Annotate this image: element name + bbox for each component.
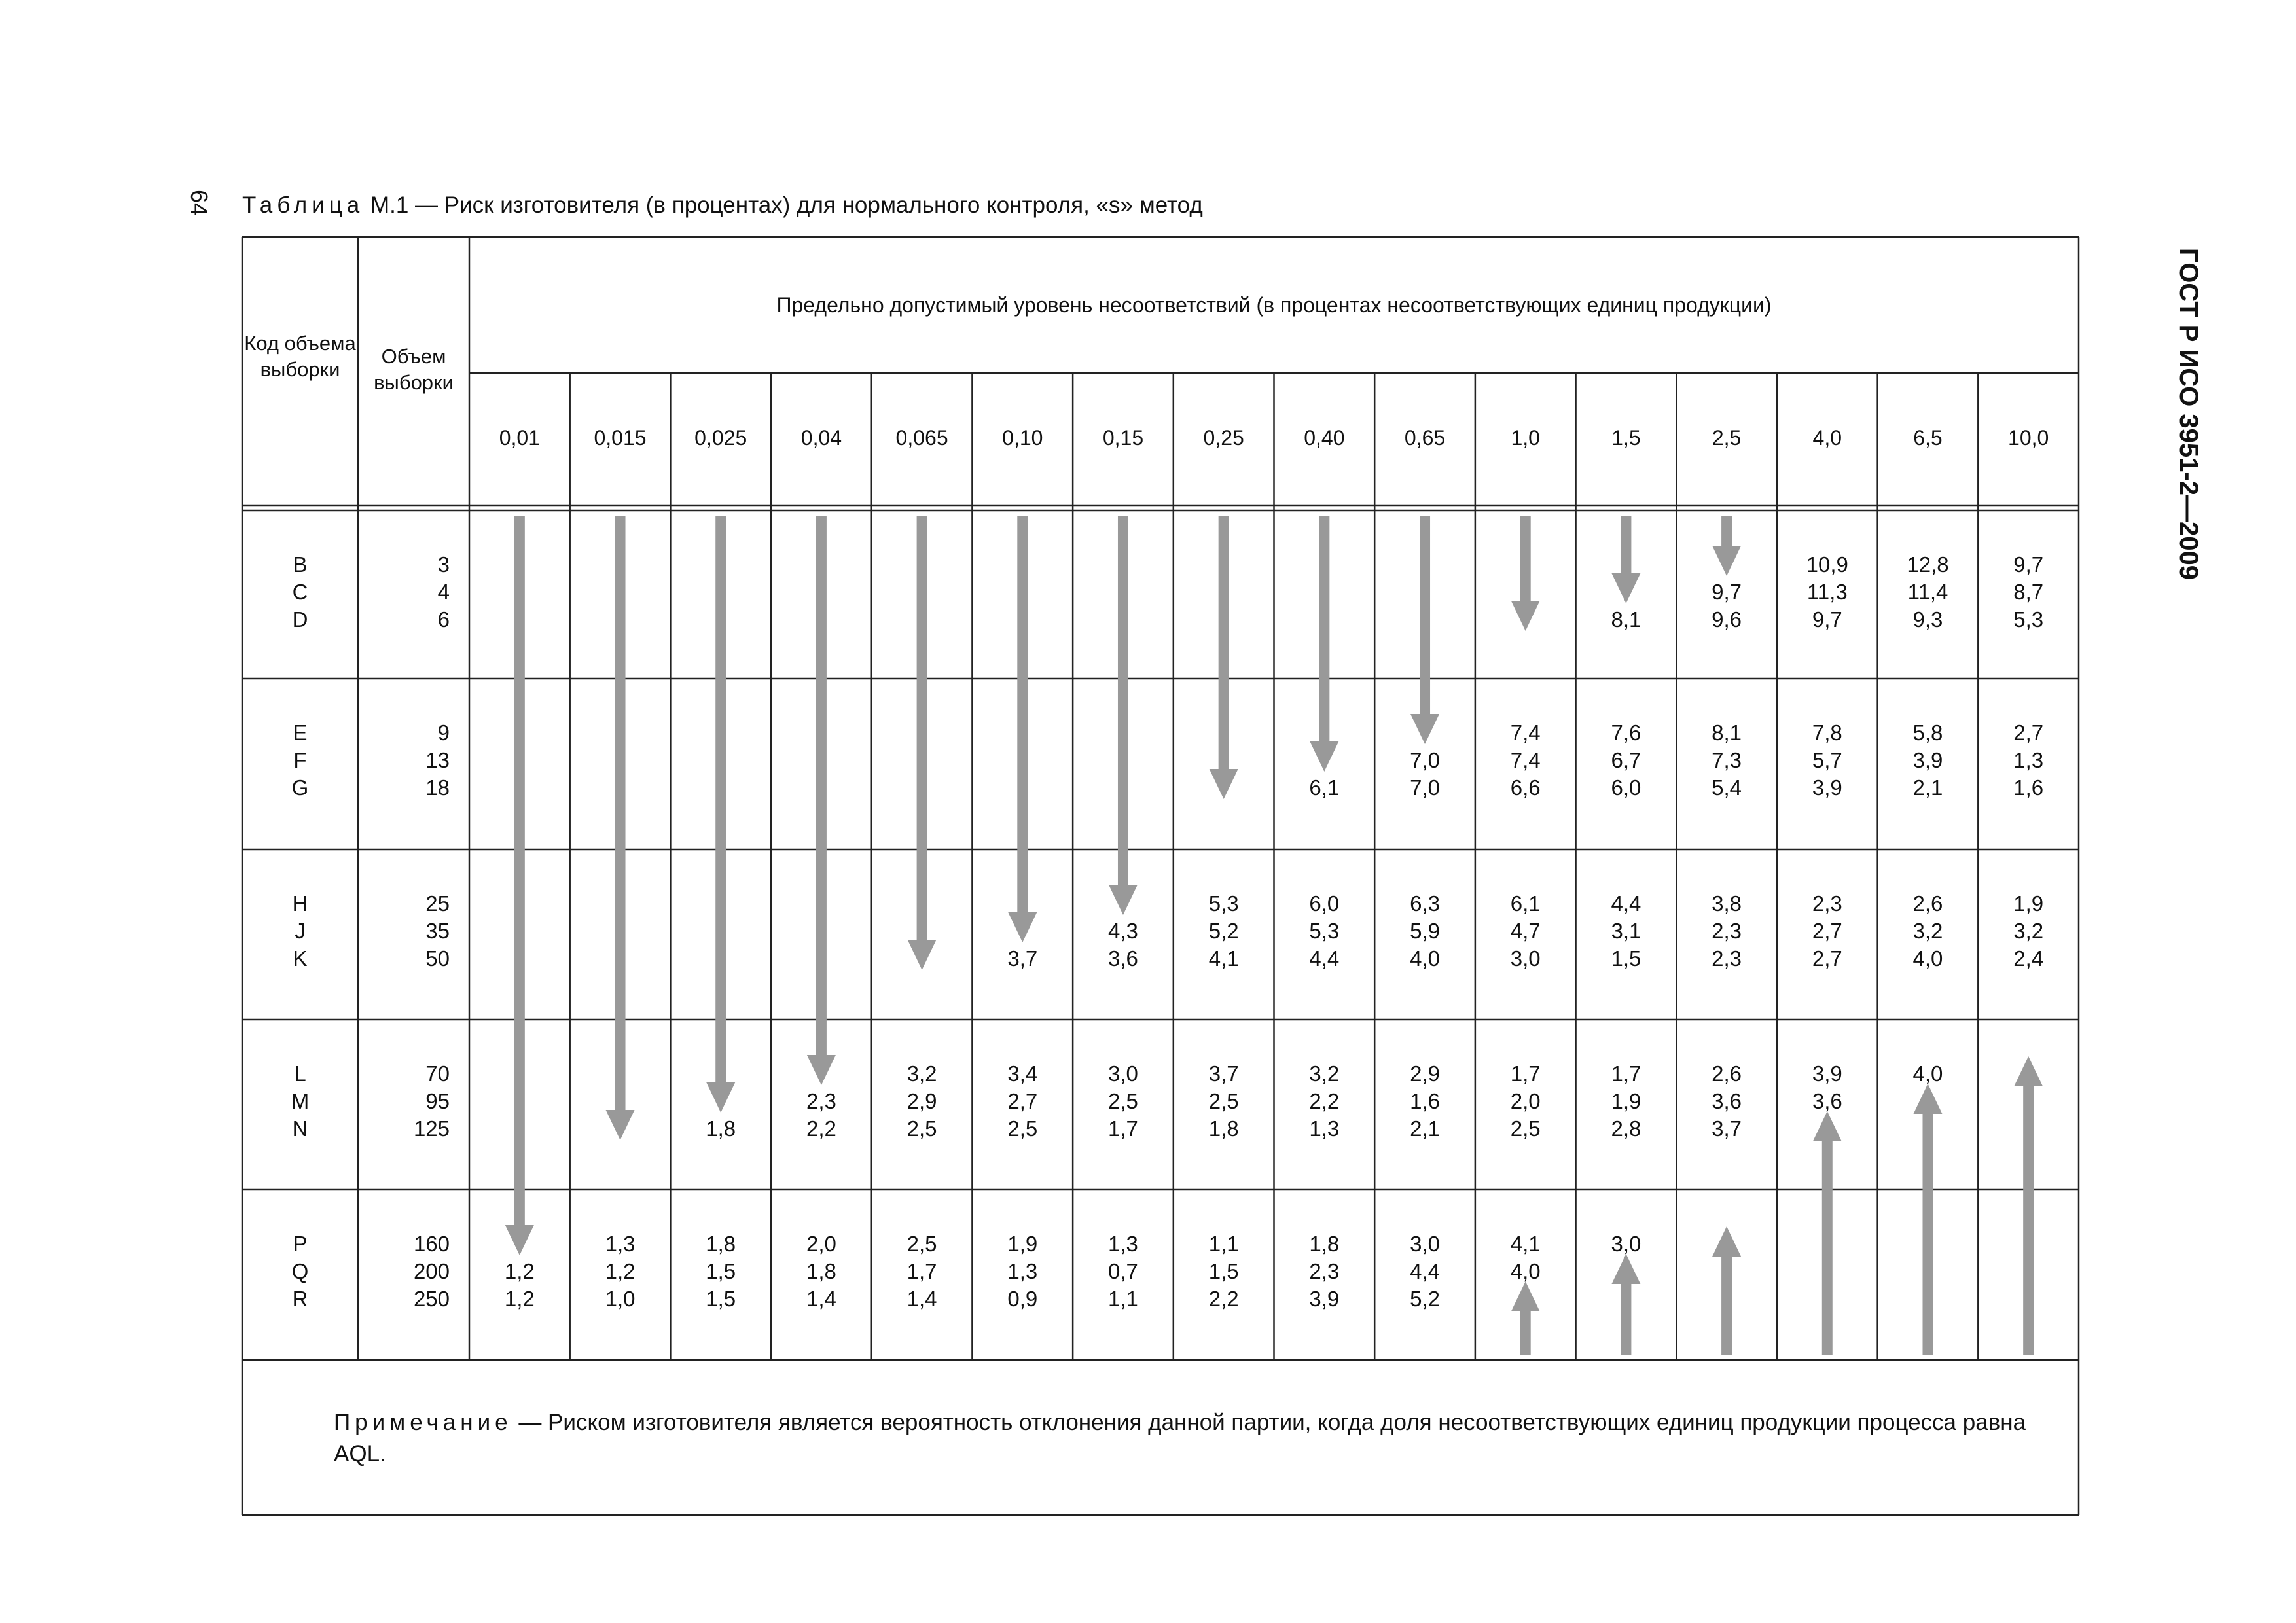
header-aql-0-15: 0,15: [1102, 426, 1144, 450]
row-codes: L M N: [291, 1061, 310, 1141]
table-cell: 5,3 5,2 4,1: [1208, 891, 1239, 971]
arrow-down-icon: [1410, 516, 1439, 744]
table-cell: 2,6 3,6 3,7: [1712, 1061, 1742, 1141]
table-cell: 3,7 2,5 1,8: [1208, 1061, 1239, 1141]
header-aql-0-065: 0,065: [895, 426, 948, 450]
table-cell: 2,5 1,7 1,4: [906, 1232, 937, 1311]
header-aql-0-65: 0,65: [1404, 426, 1446, 450]
table-cell: 2,3 2,2: [806, 1089, 836, 1141]
arrow-down-icon: [908, 516, 937, 970]
header-aql-0-01: 0,01: [499, 426, 540, 450]
table-cell: 2,7 1,3 1,6: [2013, 721, 2044, 800]
header-aql-group: Предельно допустимый уровень несоответствий (в процентах несоответствующих единиц продукции): [776, 293, 1772, 317]
table-caption-text: М.1 — Риск изготовителя (в процентах) для нормального контроля, «s» метод: [370, 192, 1203, 218]
header-aql-0-25: 0,25: [1203, 426, 1244, 450]
arrow-up-icon: [1712, 1226, 1741, 1355]
arrow-down-icon: [1210, 516, 1238, 799]
row-sizes: 9 13 18: [425, 721, 450, 800]
table-cell: 6,1 4,7 3,0: [1510, 891, 1541, 971]
table-cell: 1,3 0,7 1,1: [1108, 1232, 1138, 1311]
table-cell: 3,2 2,2 1,3: [1309, 1061, 1340, 1141]
table-cell: 7,0 7,0: [1410, 748, 1440, 800]
arrow-head: [1511, 601, 1540, 631]
row-codes: E F G: [291, 721, 309, 800]
table-cell: 8,1: [1611, 607, 1641, 632]
table-cell: 3,0: [1611, 1232, 1641, 1256]
row-codes: B C D: [292, 552, 308, 632]
header-aql-10-0: 10,0: [2008, 426, 2049, 450]
table-cell: 12,8 11,4 9,3: [1907, 552, 1949, 632]
arrow-down-icon: [1511, 516, 1540, 631]
arrow-up-icon: [1813, 1111, 1842, 1355]
table-cell: 1,1 1,5 2,2: [1208, 1232, 1239, 1311]
arrow-down-icon: [706, 516, 735, 1113]
table-cell: 1,8 1,5 1,5: [706, 1232, 736, 1311]
table-cell: 4,4 3,1 1,5: [1611, 891, 1641, 971]
table-cell: 4,0: [1912, 1061, 1943, 1086]
table-cell: 6,3 5,9 4,0: [1410, 891, 1440, 971]
table-cell: 3,0 2,5 1,7: [1108, 1061, 1138, 1141]
table-cell: 6,1: [1309, 776, 1340, 800]
table-cell: 1,7 2,0 2,5: [1510, 1061, 1541, 1141]
table-cell: 1,3 1,2 1,0: [605, 1232, 636, 1311]
arrow-down-icon: [1008, 516, 1037, 942]
table-cell: 9,7 8,7 5,3: [2013, 552, 2044, 632]
arrow-down-icon: [807, 516, 836, 1085]
arrow-head: [606, 1110, 635, 1140]
table-cell: 1,8 2,3 3,9: [1309, 1232, 1340, 1311]
header-aql-0-015: 0,015: [594, 426, 647, 450]
header-aql-6-5: 6,5: [1913, 426, 1943, 450]
arrow-down-icon: [606, 516, 635, 1140]
table-cell: 2,6 3,2 4,0: [1912, 891, 1943, 971]
table-cell: 6,0 5,3 4,4: [1309, 891, 1340, 971]
table-cell: 7,6 6,7 6,0: [1611, 721, 1641, 800]
table-cell: 3,8 2,3 2,3: [1712, 891, 1742, 971]
table-cell: 1,7 1,9 2,8: [1611, 1061, 1641, 1141]
arrow-head: [1210, 769, 1238, 799]
note-text: — Риском изготовителя является вероятность отклонения данной партии, когда доля несоответствующих единиц продукции процесса равна AQL.: [334, 1410, 2026, 1467]
header-sample-size: Объем выборки: [374, 345, 454, 394]
arrow-head: [908, 940, 937, 970]
arrow-head: [1712, 1226, 1741, 1257]
header-aql-2-5: 2,5: [1712, 426, 1742, 450]
table-cell: 8,1 7,3 5,4: [1712, 721, 1742, 800]
header-aql-0-10: 0,10: [1002, 426, 1043, 450]
table-cell: 2,0 1,8 1,4: [806, 1232, 836, 1311]
row-sizes: 25 35 50: [425, 891, 450, 971]
table-note: [262, 1407, 2068, 1470]
row-sizes: 3 4 6: [437, 552, 450, 632]
table-cell: 3,2 2,9 2,5: [906, 1061, 937, 1141]
table-cell: 9,7 9,6: [1712, 580, 1742, 632]
row-sizes: 160 200 250: [413, 1232, 450, 1311]
table-cell: 3,4 2,7 2,5: [1007, 1061, 1038, 1141]
table-cell: 1,8: [706, 1116, 736, 1141]
note-prefix: Примечание: [334, 1410, 512, 1435]
table-cell: 2,9 1,6 2,1: [1410, 1061, 1440, 1141]
table-cell: 4,1 4,0: [1510, 1232, 1541, 1283]
row-sizes: 70 95 125: [413, 1061, 450, 1141]
page-number: 64: [186, 189, 213, 217]
arrow-head: [2014, 1056, 2043, 1086]
arrow-down-icon: [505, 516, 534, 1255]
header-aql-1-5: 1,5: [1611, 426, 1641, 450]
table-cell: 2,3 2,7 2,7: [1812, 891, 1842, 971]
header-aql-0-04: 0,04: [800, 426, 842, 450]
table-cell: 3,9 3,6: [1812, 1061, 1842, 1113]
table-cell: 7,4 7,4 6,6: [1510, 721, 1541, 800]
table-cell: 5,8 3,9 2,1: [1912, 721, 1943, 800]
table-cell: 4,3 3,6: [1108, 919, 1138, 971]
header-aql-0-025: 0,025: [694, 426, 747, 450]
header-aql-0-40: 0,40: [1304, 426, 1345, 450]
table-cell: 3,0 4,4 5,2: [1410, 1232, 1440, 1311]
table-cell: 1,2 1,2: [504, 1259, 535, 1311]
table-cell: 10,9 11,3 9,7: [1806, 552, 1848, 632]
standard-designation: ГОСТ Р ИСО 3951-2—2009: [2174, 248, 2203, 580]
table-cell: 7,8 5,7 3,9: [1812, 721, 1842, 800]
table-caption-prefix: Таблица: [242, 192, 365, 218]
header-sample-code: Код объема выборки: [244, 332, 356, 381]
table-cell: 3,7: [1007, 946, 1038, 971]
header-aql-4-0: 4,0: [1812, 426, 1842, 450]
header-aql-1-0: 1,0: [1511, 426, 1540, 450]
arrow-up-icon: [2014, 1056, 2043, 1355]
table-cell: 1,9 1,3 0,9: [1007, 1232, 1038, 1311]
row-codes: H J K: [292, 891, 308, 971]
table-cell: 1,9 3,2 2,4: [2013, 891, 2044, 971]
row-codes: P Q R: [291, 1232, 309, 1311]
arrow-down-icon: [1109, 516, 1138, 915]
